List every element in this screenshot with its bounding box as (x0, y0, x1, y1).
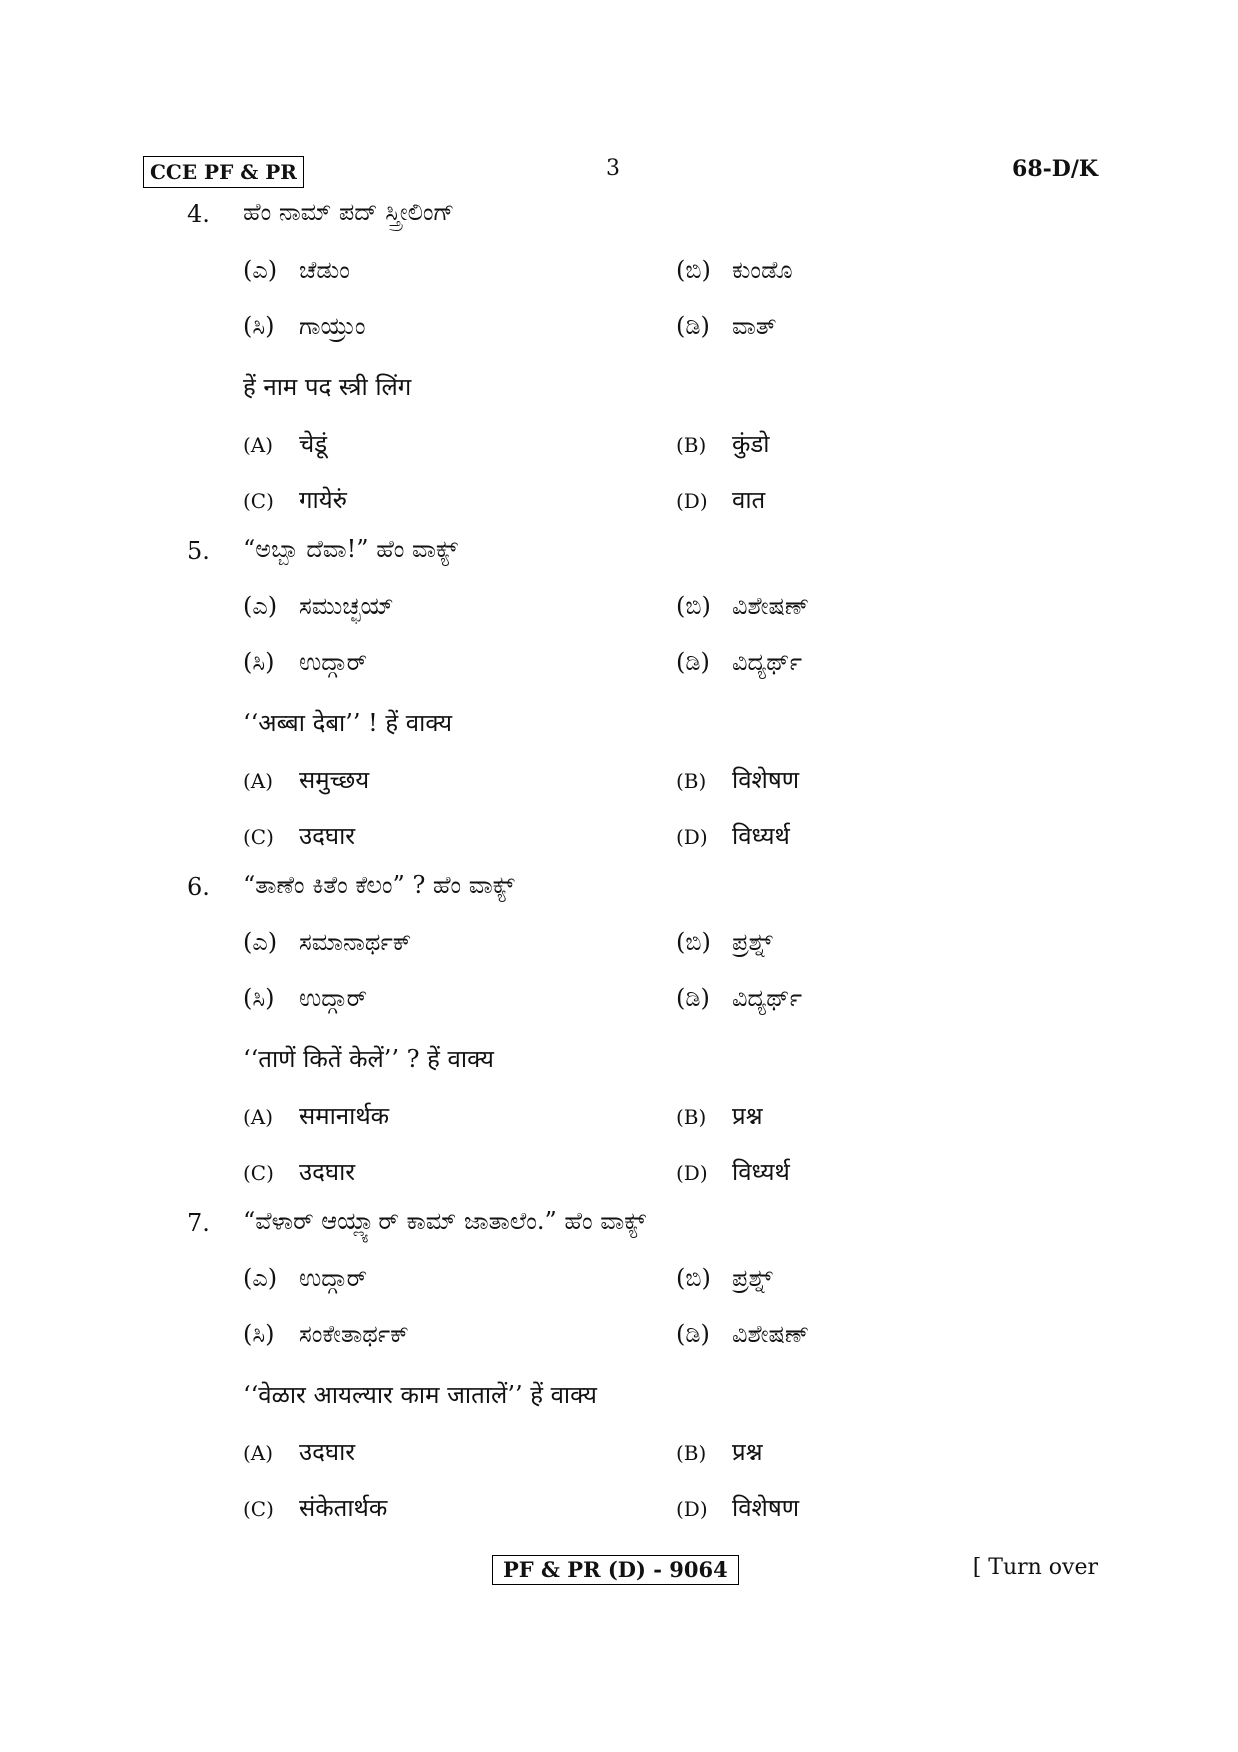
option-c-devanagari (243, 483, 347, 516)
footer-code-box: PF & PR (D) - 9064 (492, 1555, 739, 1585)
option-text: विशेषण (732, 766, 800, 794)
option-text: ವಿಶೇಷಣ್ (732, 592, 810, 620)
option-label: (ಎ) (243, 928, 278, 956)
option-label: (D) (676, 489, 708, 513)
option-text: समानार्थक (299, 1102, 390, 1130)
question-kannada: ಹೆಂ ನಾಮ್ ಪದ್ ಸ್ತ್ರೀಲಿಂಗ್ (243, 198, 455, 226)
option-text: उदघार (299, 1438, 356, 1466)
option-b-kannada (676, 928, 773, 956)
question-number: 4. (187, 200, 210, 228)
option-c-kannada (243, 984, 367, 1012)
option-label: (ಸಿ) (243, 984, 275, 1012)
option-b-devanagari (676, 763, 799, 796)
option-text: ವಾತ್ (732, 312, 777, 340)
option-label: (ಬಿ) (676, 592, 711, 620)
option-c-kannada (243, 1320, 409, 1348)
option-a-devanagari (243, 1435, 355, 1468)
turn-over-note: [ Turn over (972, 1555, 1098, 1580)
question-devanagari: ‘‘वेळार आयल्यार काम जातालें’’ हें वाक्य (243, 1381, 597, 1409)
option-text: विशेषण (732, 1494, 800, 1522)
option-label: (B) (676, 1105, 707, 1129)
option-d-kannada (676, 312, 776, 340)
option-a-kannada (243, 592, 394, 620)
option-d-kannada (676, 1320, 809, 1348)
option-label: (B) (676, 769, 707, 793)
option-text: ಕುಂಡೊ (732, 256, 793, 284)
option-b-kannada (676, 256, 793, 284)
option-c-kannada (243, 312, 365, 340)
option-label: (C) (243, 825, 274, 849)
option-d-devanagari (676, 819, 790, 852)
option-label: (ಸಿ) (243, 648, 275, 676)
option-text: चेडूं (299, 430, 328, 458)
option-a-devanagari (243, 427, 327, 460)
question-devanagari: ‘‘अब्बा देबा’’ ! हें वाक्य (243, 709, 453, 737)
question-devanagari: ‘‘ताणें कितें केलें’’ ? हें वाक्य (243, 1045, 494, 1073)
option-b-devanagari (676, 1099, 763, 1132)
option-text: ಪ್ರಶ್ನ್ (732, 1264, 773, 1292)
option-text: उदघार (299, 822, 356, 850)
option-label: (ಎ) (243, 1264, 278, 1292)
option-d-devanagari (676, 483, 765, 516)
option-c-devanagari (243, 1491, 387, 1524)
option-b-devanagari (676, 427, 770, 460)
option-text: उदघार (299, 1158, 356, 1186)
option-text: गायेरुं (299, 486, 347, 514)
option-text: ಪ್ರಶ್ನ್ (732, 928, 773, 956)
option-label: (ಎ) (243, 256, 278, 284)
option-text: ಸಮಾನಾರ್ಥಕ್ (299, 928, 412, 956)
option-text: ಉದ್ಗಾರ್ (299, 984, 368, 1012)
question-number: 5. (187, 537, 210, 565)
page-number: 3 (606, 156, 620, 181)
option-text: ಗಾಯ್ರುಂ (299, 312, 366, 340)
option-text: ವಿಶೇಷಣ್ (732, 1320, 810, 1348)
header-subject-box: CCE PF & PR (143, 156, 304, 188)
question-number: 6. (187, 873, 210, 901)
option-text: प्रश्न (732, 1438, 763, 1466)
option-label: (ಎ) (243, 592, 278, 620)
option-c-kannada (243, 648, 367, 676)
question-number: 7. (187, 1209, 210, 1237)
option-d-devanagari (676, 1155, 790, 1188)
option-label: (C) (243, 489, 274, 513)
option-text: संकेतार्थक (299, 1494, 388, 1522)
option-label: (ಡಿ) (676, 312, 710, 340)
option-b-kannada (676, 1264, 773, 1292)
option-c-devanagari (243, 1155, 355, 1188)
option-text: ಉದ್ಗಾರ್ (299, 1264, 368, 1292)
option-label: (ಬಿ) (676, 1264, 711, 1292)
option-text: कुंडो (732, 430, 770, 458)
option-text: समुच्छय (299, 766, 370, 794)
question-kannada: “ವೆಳಾರ್ ಆಯ್ಲ್ಯಾರ್ ಕಾಮ್ ಜಾತಾಲೆಂ.” ಹೆಂ ವಾಕ್ಯ್ (243, 1207, 647, 1235)
option-d-kannada (676, 984, 802, 1012)
option-d-kannada (676, 648, 802, 676)
option-a-devanagari (243, 1099, 389, 1132)
option-label: (A) (243, 433, 274, 457)
option-label: (ಬಿ) (676, 256, 711, 284)
option-c-devanagari (243, 819, 355, 852)
option-text: विध्यर्थ (732, 1158, 790, 1186)
option-label: (A) (243, 1441, 274, 1465)
option-label: (C) (243, 1497, 274, 1521)
option-text: ಉದ್ಗಾರ್ (299, 648, 368, 676)
option-label: (D) (676, 1161, 708, 1185)
option-a-kannada (243, 256, 350, 284)
option-label: (ಡಿ) (676, 1320, 710, 1348)
option-a-devanagari (243, 763, 369, 796)
option-label: (ಸಿ) (243, 1320, 275, 1348)
question-devanagari: हें नाम पद स्त्री लिंग (243, 373, 412, 401)
option-text: ಸಮುಚ್ಛಯ್ (299, 592, 394, 620)
option-label: (D) (676, 825, 708, 849)
option-label: (ಡಿ) (676, 648, 710, 676)
option-b-devanagari (676, 1435, 763, 1468)
option-label: (D) (676, 1497, 708, 1521)
option-label: (ಡಿ) (676, 984, 710, 1012)
option-a-kannada (243, 1264, 367, 1292)
option-text: ವಿದ್ಯರ್ಥ್ (732, 648, 803, 676)
option-label: (C) (243, 1161, 274, 1185)
option-text: ಚೆಡುಂ (299, 256, 350, 284)
option-label: (ಬಿ) (676, 928, 711, 956)
paper-code: 68-D/K (1012, 156, 1098, 182)
option-text: ವಿದ್ಯರ್ಥ್ (732, 984, 803, 1012)
option-d-devanagari (676, 1491, 799, 1524)
option-label: (A) (243, 769, 274, 793)
question-kannada: “ತಾಣೆಂ ಕಿತೆಂ ಕೆಲಂ” ? ಹೆಂ ವಾಕ್ಯ್ (243, 871, 515, 899)
option-b-kannada (676, 592, 809, 620)
question-kannada: “ಅಬ್ಬಾ ದೆವಾ!” ಹೆಂ ವಾಕ್ಯ್ (243, 535, 458, 563)
option-label: (A) (243, 1105, 274, 1129)
option-label: (B) (676, 433, 707, 457)
option-a-kannada (243, 928, 411, 956)
option-label: (B) (676, 1441, 707, 1465)
option-label: (ಸಿ) (243, 312, 275, 340)
option-text: ಸಂಕೇತಾರ್ಥಕ್ (299, 1320, 409, 1348)
option-text: विध्यर्थ (732, 822, 790, 850)
option-text: प्रश्न (732, 1102, 763, 1130)
option-text: वात (732, 486, 766, 514)
